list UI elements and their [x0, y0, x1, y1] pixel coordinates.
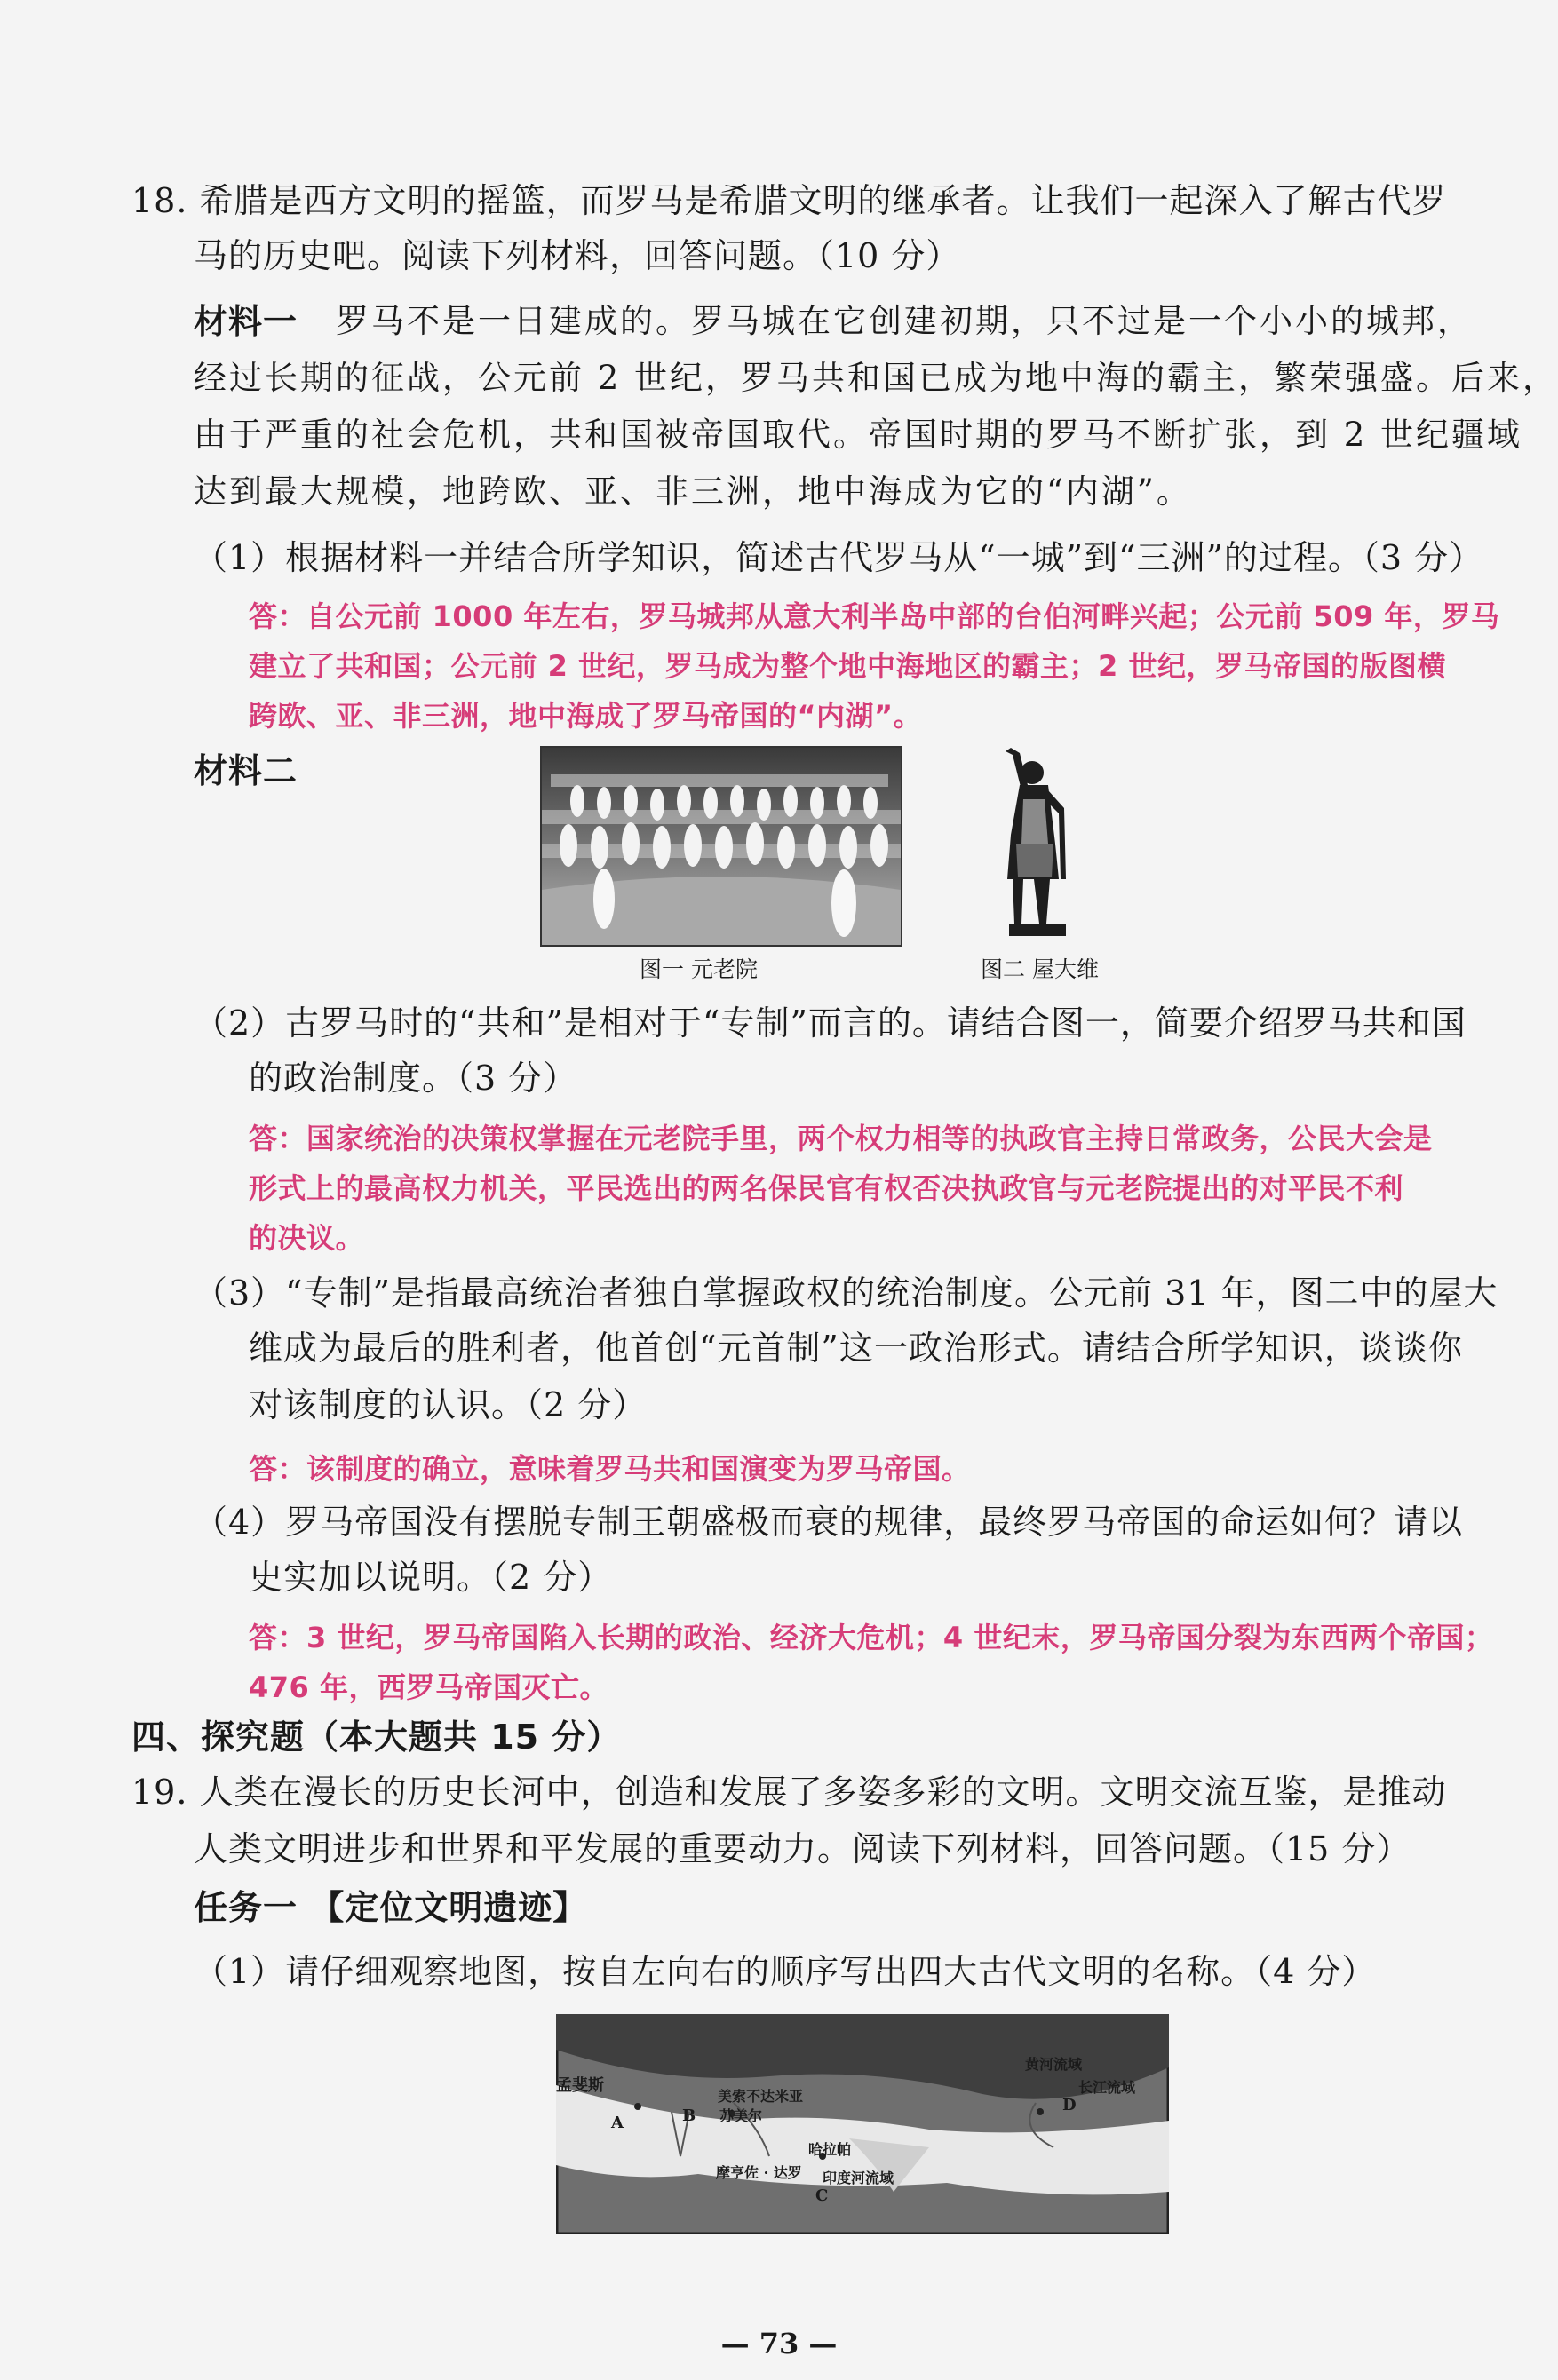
map-label-yellow-river: 黄河流域: [1025, 2056, 1083, 2073]
q18-sub1: （1）根据材料一并结合所学知识，简述古代罗马从“一城”到“三洲”的过程。（3 分）: [194, 538, 1484, 577]
material1-line: 达到最大规模，地跨欧、亚、非三洲，地中海成为它的“内湖”。: [194, 472, 1192, 511]
answer-line: 答：该制度的确立，意味着罗马共和国演变为罗马帝国。: [249, 1452, 971, 1486]
map-label-harappa: 哈拉帕: [808, 2141, 852, 2158]
material2-label: 材料二: [194, 751, 298, 790]
material1-label: 材料一: [194, 302, 298, 341]
page-number: — 73 —: [720, 2327, 838, 2360]
q19-stem-line2: 人类文明进步和世界和平发展的重要动力。阅读下列材料，回答问题。（15 分）: [194, 1829, 1411, 1868]
answer-line: 答：3 世纪，罗马帝国陷入长期的政治、经济大危机；4 世纪末，罗马帝国分裂为东西两个帝国；: [249, 1621, 1494, 1654]
material1-line: 罗马不是一日建成的。罗马城在它创建初期，只不过是一个小小的城邦，: [336, 302, 1473, 340]
q18-sub3: 维成为最后的胜利者，他首创“元首制”这一政治形式。请结合所学知识，谈谈你: [249, 1329, 1463, 1368]
map-label-d: D: [1062, 2096, 1077, 2114]
augustus-statue: [977, 746, 1110, 943]
map-label-a: A: [611, 2114, 624, 2132]
answer-line: 建立了共和国；公元前 2 世纪，罗马成为整个地中海地区的霸主；2 世纪，罗马帝国的版图横: [249, 649, 1446, 683]
map-label-mesopotamia: 美索不达米亚: [718, 2088, 804, 2105]
answer-line: 形式上的最高权力机关，平民选出的两名保民官有权否决执政官与元老院提出的对平民不利: [249, 1171, 1404, 1205]
map-label-memphis: 孟斐斯: [556, 2076, 604, 2095]
q18-sub2: （2）古罗马时的“共和”是相对于“专制”而言的。请结合图一，简要介绍罗马共和国: [194, 1004, 1467, 1043]
figure1-caption: 图一 元老院: [640, 956, 758, 982]
material1-line: 由于严重的社会危机，共和国被帝国取代。帝国时期的罗马不断扩张，到 2 世纪疆域: [194, 416, 1523, 454]
answer-line: 476 年，西罗马帝国灭亡。: [249, 1670, 608, 1704]
q18-stem-line2: 马的历史吧。阅读下列材料，回答问题。（10 分）: [194, 236, 961, 275]
map-label-mohenjo-daro: 摩亨佐 · 达罗: [716, 2164, 802, 2181]
answer-line: 的决议。: [249, 1221, 365, 1255]
map-label-c: C: [815, 2186, 829, 2205]
civilizations-map: [556, 2014, 1169, 2234]
map-label-indus: 印度河流域: [823, 2170, 894, 2186]
senate-photo: [540, 746, 902, 947]
q18-stem-line1: 18. 希腊是西方文明的摇篮，而罗马是希腊文明的继承者。让我们一起深入了解古代罗: [131, 181, 1447, 220]
q18-sub4: （4）罗马帝国没有摆脱专制王朝盛极而衰的规律，最终罗马帝国的命运如何？请以: [194, 1503, 1464, 1542]
map-label-sumer: 苏美尔: [719, 2107, 763, 2124]
map-label-yangtze: 长江流域: [1078, 2079, 1136, 2096]
answer-line: 跨欧、亚、非三洲，地中海成了罗马帝国的“内湖”。: [249, 699, 923, 733]
figure2-caption: 图二 屋大维: [981, 956, 1099, 982]
q19-stem-line1: 19. 人类在漫长的历史长河中，创造和发展了多姿多彩的文明。文明交流互鉴，是推动: [131, 1773, 1447, 1812]
q19-sub1: （1）请仔细观察地图，按自左向右的顺序写出四大古代文明的名称。（4 分）: [194, 1952, 1377, 1991]
answer-line: 答：自公元前 1000 年左右，罗马城邦从意大利半岛中部的台伯河畔兴起；公元前 509 年，罗马: [249, 599, 1500, 633]
map-background: [556, 2014, 1169, 2234]
q18-sub3: 对该制度的认识。（2 分）: [249, 1385, 648, 1424]
q18-sub3: （3）“专制”是指最高统治者独自掌握政权的统治制度。公元前 31 年，图二中的屋大: [194, 1273, 1498, 1313]
material1-line: 经过长期的征战，公元前 2 世纪，罗马共和国已成为地中海的霸主，繁荣强盛。后来，: [194, 359, 1558, 397]
q18-sub2: 的政治制度。（3 分）: [249, 1059, 578, 1098]
map-label-b: B: [682, 2106, 696, 2125]
section-heading: 四、探究题（本大题共 15 分）: [131, 1718, 622, 1757]
q18-sub4: 史实加以说明。（2 分）: [249, 1558, 613, 1597]
answer-line: 答：国家统治的决策权掌握在元老院手里，两个权力相等的执政官主持日常政务，公民大会是: [249, 1122, 1433, 1155]
task1-heading: 任务一 【定位文明遗迹】: [194, 1888, 588, 1927]
